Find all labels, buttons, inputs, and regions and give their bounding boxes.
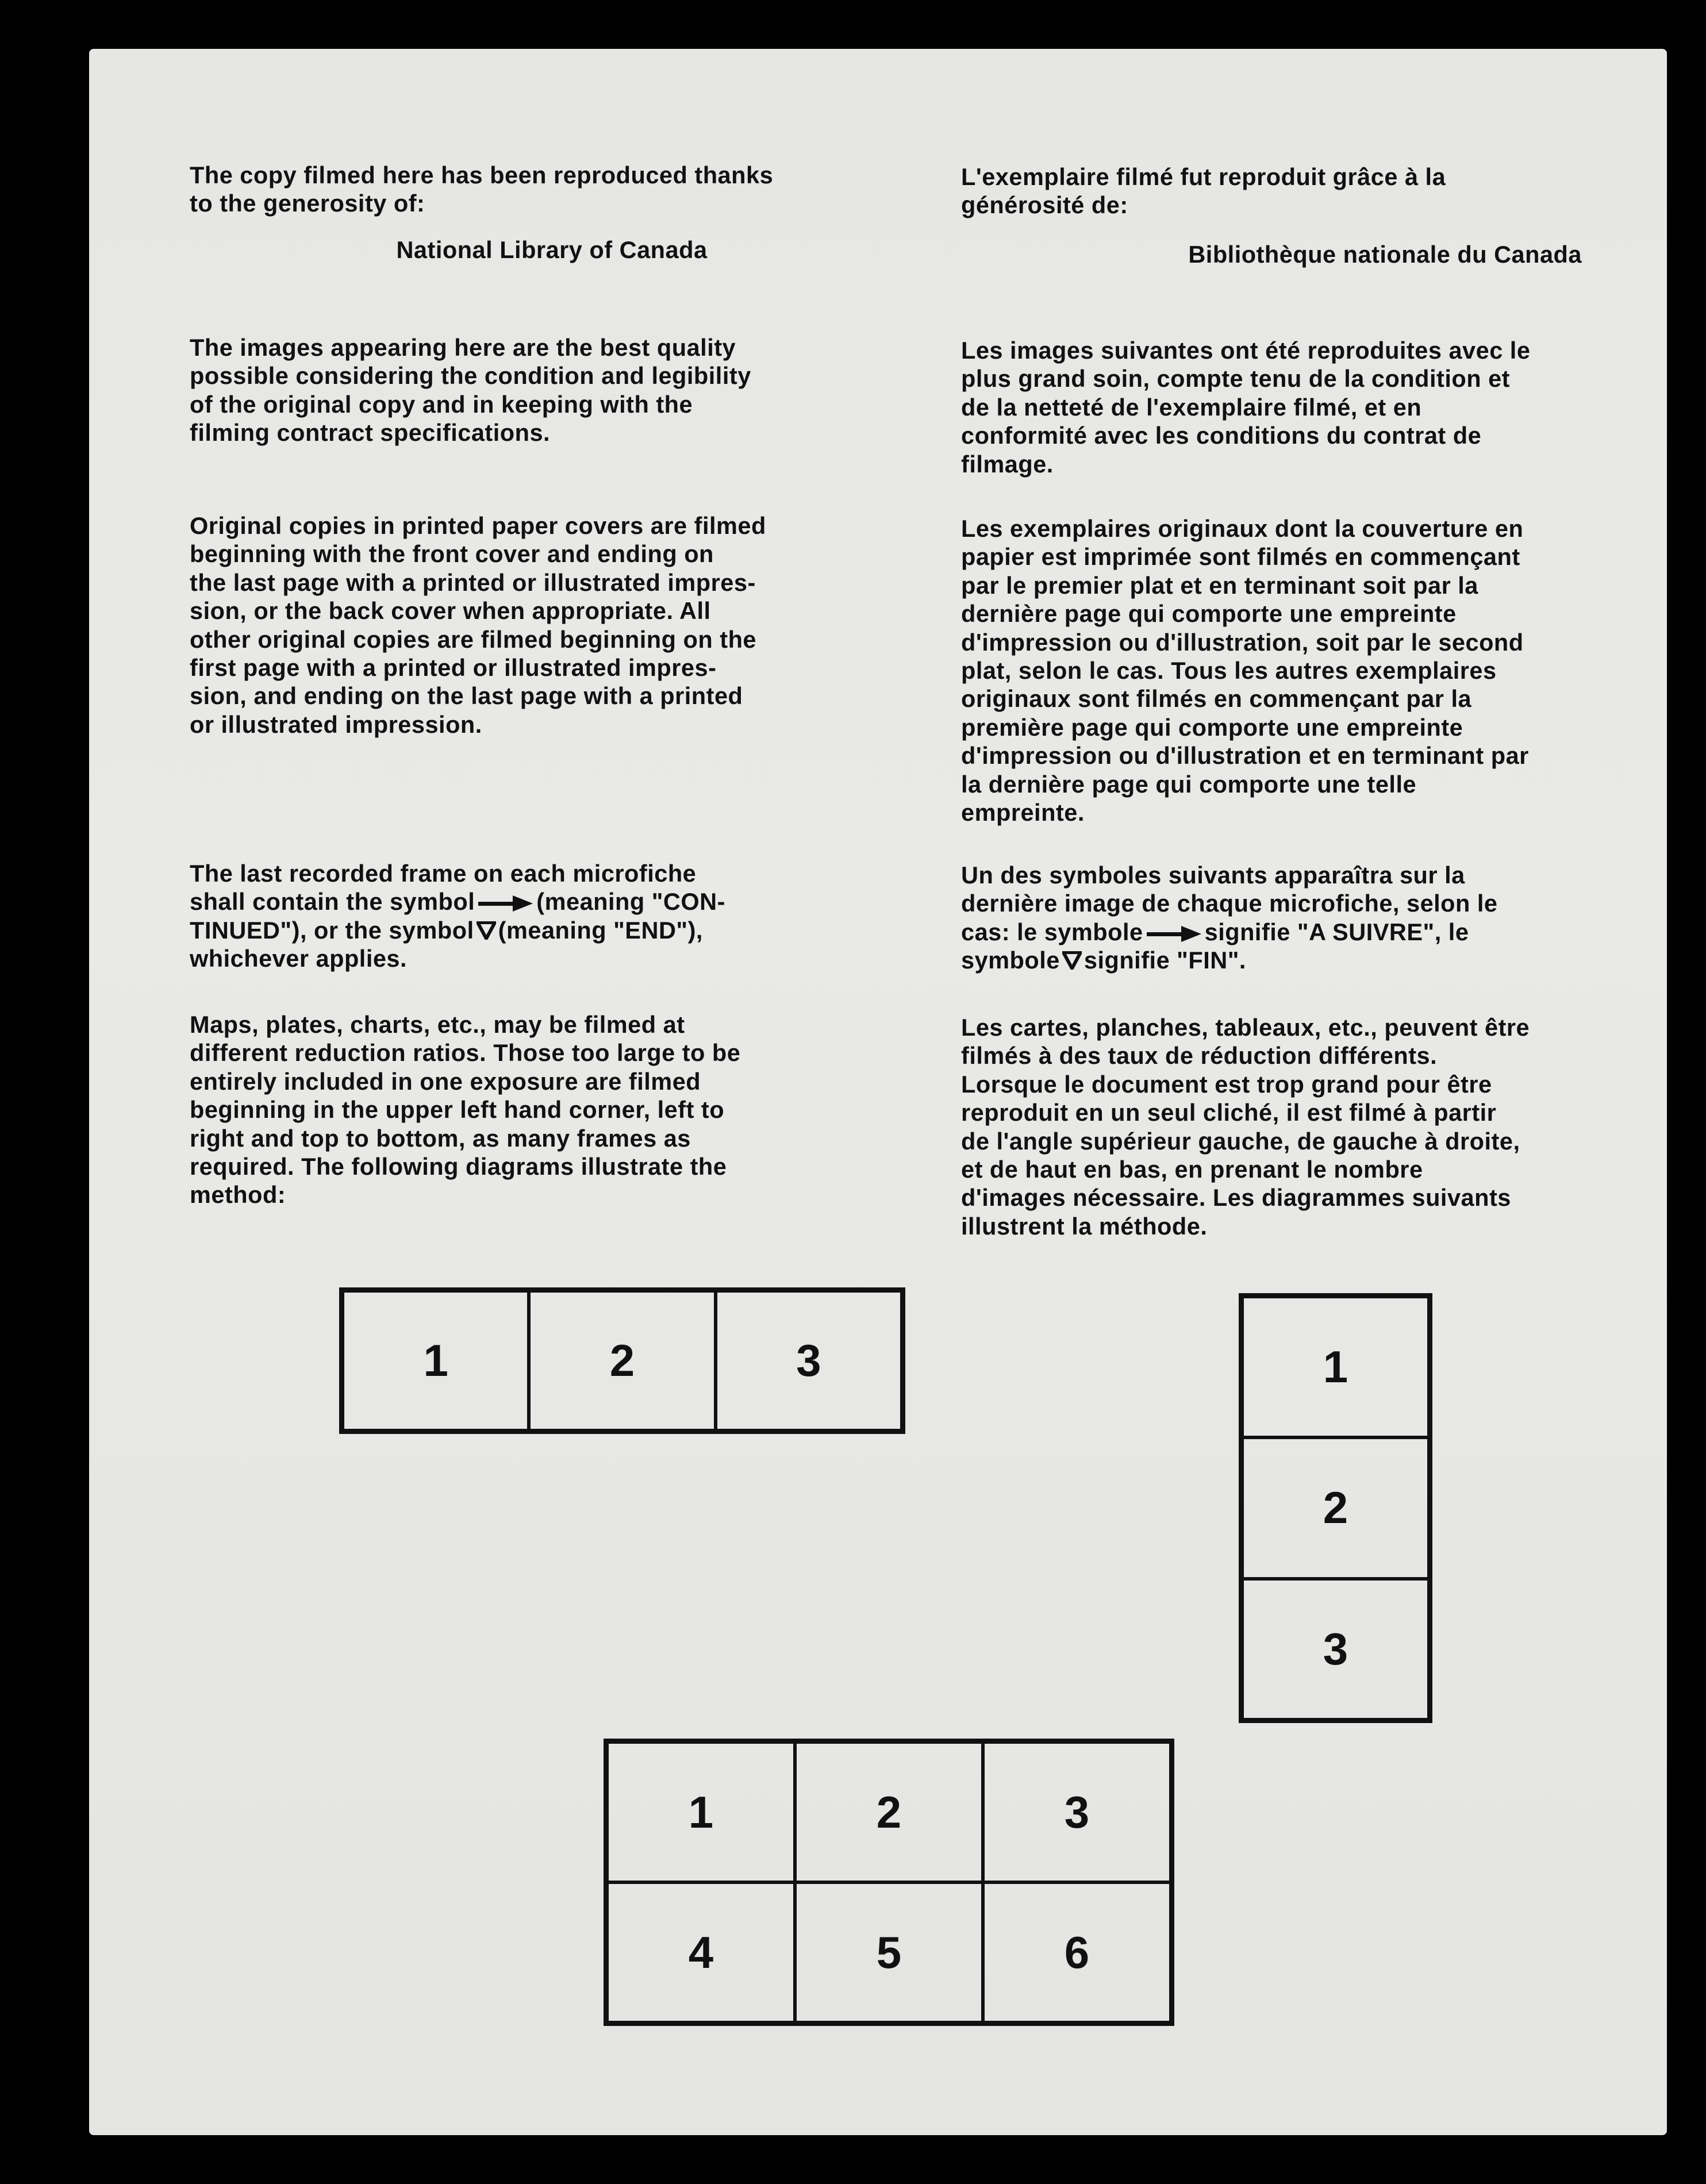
symbols-fr-b: signifie "A SUIVRE", le symbole [961, 918, 1469, 974]
symbols-fr-block [961, 861, 1582, 975]
symbols-fr-c: signifie "FIN". [1083, 947, 1246, 974]
symbols-en-c: (meaning "END"), whichever applies. [190, 916, 703, 972]
symbols-en-block [190, 859, 914, 973]
originals-en-block [190, 512, 914, 739]
frame-cell: 1 [607, 1742, 795, 1882]
thanks-fr [961, 163, 1582, 220]
frame-cell: 2 [795, 1742, 983, 1882]
diagram-vertical [1239, 1293, 1432, 1723]
frame-cell: 6 [983, 1882, 1171, 2022]
institution-en: National Library of Canada [396, 236, 708, 263]
quality-en: The images appearing here are the best quality possible considering the condition and legibility of the original copy and in keeping with the filming contract specifications. [190, 334, 751, 447]
maps-en: Maps, plates, charts, etc., may be filmed at different reduction ratios. Those too large to be entirely included in one exposure are filmed beginning in the upper left hand corner, left to right and top to bottom, as many frames as required. The following diagrams illustrate the method: [190, 1011, 741, 1209]
arrow-right-icon [1147, 926, 1201, 942]
triangle-down-icon [477, 921, 496, 940]
frame-cell: 4 [607, 1882, 795, 2022]
symbols-fr [961, 861, 1582, 975]
frame-cell: 3 [716, 1291, 902, 1431]
maps-en-block [190, 1010, 914, 1209]
frame-cell: 2 [529, 1291, 715, 1431]
originals-fr-block [961, 514, 1582, 826]
quality-en-block [190, 333, 914, 447]
originals-en: Original copies in printed paper covers are filmed beginning with the front cover and ending on the last page with a printed or illustrated impres- sion, or the back cover when appropriate. All other original copies are filmed beginning on the first page with a printed or illustrated impres- sion, and ending on the last page with a printed or illustrated impression. [190, 512, 766, 738]
quality-fr: Les images suivantes ont été reproduites avec le plus grand soin, compte tenu de la condition et de la netteté de l'exemplaire filmé, et en conformité avec les conditions du contrat de filmage. [961, 337, 1531, 478]
thanks-intro-en: The copy filmed here has been reproduced thanks to the generosity of: [190, 162, 774, 217]
thanks-en [190, 161, 914, 218]
frame-cell: 2 [1242, 1437, 1429, 1578]
quality-fr-block [961, 336, 1582, 478]
maps-fr-block [961, 1013, 1582, 1240]
symbols-en [190, 859, 914, 973]
diagram-grid [604, 1739, 1174, 2026]
symbols-en-a: The last recorded frame on each microfiche shall contain the symbol [190, 860, 697, 916]
thanks-intro-fr: L'exemplaire filmé fut reproduit grâce à la générosité de: [961, 163, 1446, 219]
frame-cell: 1 [343, 1291, 529, 1431]
originals-fr: Les exemplaires originaux dont la couverture en papier est imprimée sont filmés en commençant par le premier plat et en terminant soit par la dernière page qui comporte une empreinte d'impression ou d'illustration, soit par le second plat, selon le cas. Tous les autres exemplaires originaux sont filmés en commençant par la première page qui comporte une empreinte d'impression ou d'illustration et en terminant par la dernière page qui comporte une telle empreinte. [961, 515, 1529, 826]
symbols-fr-a: Un des symboles suivants apparaîtra sur la dernière image de chaque microfiche, selon le cas: le symbole [961, 862, 1498, 945]
triangle-down-icon [1062, 951, 1082, 970]
institution-en-block [190, 236, 914, 264]
frame-cell: 3 [983, 1742, 1171, 1882]
symbols-en-b: (meaning "CON- TINUED"), or the symbol [190, 888, 725, 944]
frame-cell: 3 [1242, 1579, 1429, 1720]
frame-cell: 1 [1242, 1297, 1429, 1437]
institution-fr-block [961, 240, 1582, 268]
institution-fr: Bibliothèque nationale du Canada [1188, 241, 1582, 268]
maps-fr: Les cartes, planches, tableaux, etc., peuvent être filmés à des taux de réduction différents. Lorsque le document est trop grand pour être reproduit en un seul cliché, il est filmé à partir de l'angle supérieur gauche, de gauche à droite, et de haut en bas, en prenant le nombre d'images nécessaire. Les diagrammes suivants illustrent la méthode. [961, 1014, 1530, 1240]
frame-cell: 5 [795, 1882, 983, 2022]
diagram-horizontal [339, 1287, 905, 1434]
arrow-right-icon [478, 895, 533, 912]
